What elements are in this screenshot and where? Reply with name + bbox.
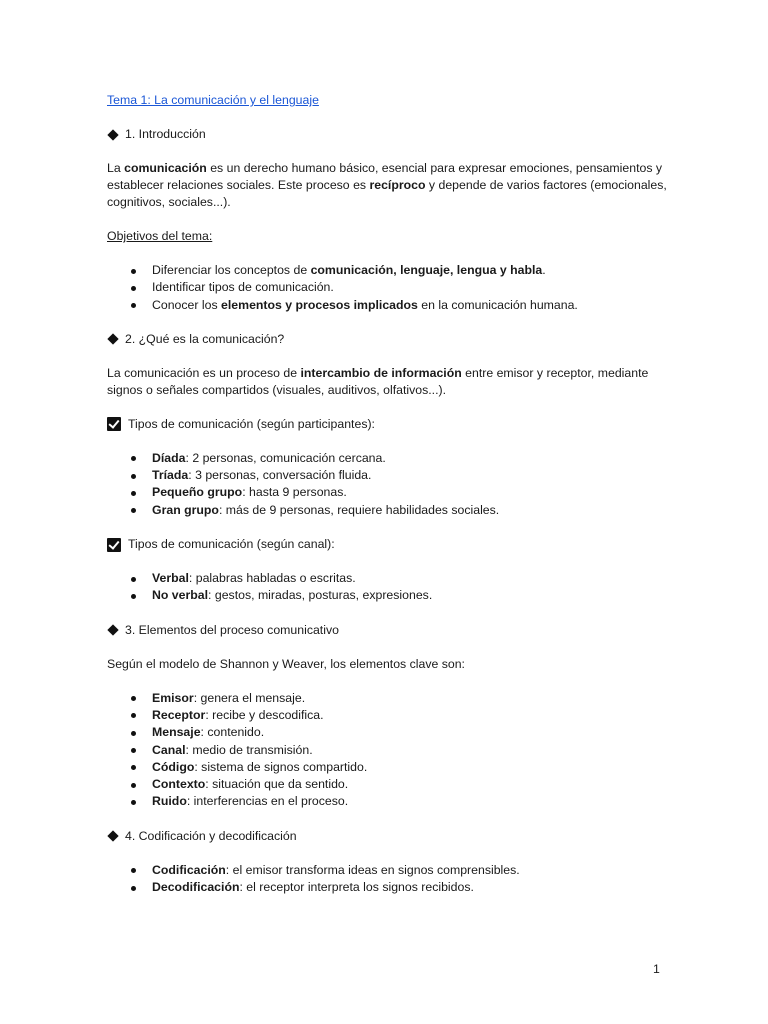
section-2-heading xyxy=(107,331,667,348)
term: Gran grupo xyxy=(152,502,219,517)
description: : el emisor transforma ideas en signos comprensibles. xyxy=(225,862,520,877)
list-item xyxy=(152,502,667,519)
list-item xyxy=(152,742,667,759)
list-item xyxy=(152,262,667,279)
section-3-title: 3. Elementos del proceso comunicativo xyxy=(125,622,339,637)
list-item xyxy=(152,484,667,501)
term: Verbal xyxy=(152,571,189,586)
list-item xyxy=(152,690,667,707)
page-number: 1 xyxy=(653,962,660,976)
list-item xyxy=(152,862,667,879)
diamond-icon xyxy=(107,129,118,140)
description: : recibe y descodifica. xyxy=(205,707,324,722)
channel-types-title: Tipos de comunicación (según canal): xyxy=(128,537,335,552)
list-item xyxy=(152,879,667,896)
document-title-link[interactable]: Tema 1: La comunicación y el lenguaje xyxy=(107,93,319,107)
intro-paragraph xyxy=(107,160,667,211)
bold-run: recíproco xyxy=(369,178,426,192)
text-run: en la comunicación humana. xyxy=(417,297,578,312)
participants-types-heading xyxy=(107,416,667,433)
list-item xyxy=(152,776,667,793)
section-1-title: 1. Introducción xyxy=(125,127,206,141)
diamond-icon xyxy=(107,625,118,636)
term: Receptor xyxy=(152,707,206,722)
list-item xyxy=(152,297,667,314)
text-run: es un derecho humano básico, esencial para expresar emociones, pensamientos y establecer relaciones sociales. Este proceso es xyxy=(107,161,663,192)
list-item xyxy=(152,724,667,741)
description: : más de 9 personas, requiere habilidades sociales. xyxy=(218,502,500,517)
text-run: La xyxy=(107,161,125,175)
term: Codificación xyxy=(152,862,226,877)
list-item: Identificar tipos de comunicación. xyxy=(152,279,667,296)
description: : palabras habladas o escritas. xyxy=(188,571,356,586)
bold-run: intercambio de información xyxy=(300,365,462,380)
text-run: y depende de varios factores (emocionales, cognitivos, sociales...). xyxy=(107,178,667,209)
list-item xyxy=(152,759,667,776)
term: Ruido xyxy=(152,794,187,809)
term: Tríada xyxy=(152,468,189,483)
check-box-icon xyxy=(107,417,121,431)
section-4-heading xyxy=(107,828,667,845)
description: : genera el mensaje. xyxy=(193,690,306,705)
description: : medio de transmisión. xyxy=(185,742,313,757)
description: : 2 personas, comunicación cercana. xyxy=(185,450,386,465)
channel-types-heading xyxy=(107,536,667,553)
channel-types-list xyxy=(107,570,667,605)
bold-run: elementos y procesos implicados xyxy=(221,297,418,312)
term: Emisor xyxy=(152,690,194,705)
description: : gestos, miradas, posturas, expresiones. xyxy=(208,588,433,603)
elements-list xyxy=(107,690,667,811)
description: : sistema de signos compartido. xyxy=(194,759,368,774)
list-item xyxy=(152,467,667,484)
description: : contenido. xyxy=(200,725,265,740)
description: : hasta 9 personas. xyxy=(242,485,347,500)
text-run: entre emisor y receptor, mediante signos o señales compartidos (visuales, auditivos, olfativos...). xyxy=(107,365,649,397)
description: : el receptor interpreta los signos recibidos. xyxy=(239,880,474,895)
participants-types-list xyxy=(107,450,667,519)
section-3-heading xyxy=(107,622,667,639)
text-run: Diferenciar los conceptos de xyxy=(152,263,311,277)
text-run: Conocer los xyxy=(152,297,222,312)
objectives-label: Objetivos del tema: xyxy=(107,229,213,243)
term: No verbal xyxy=(152,588,209,603)
bold-run: comunicación, lenguaje, lengua y habla xyxy=(310,263,543,277)
diamond-icon xyxy=(107,831,118,842)
term: Mensaje xyxy=(152,725,201,740)
bold-run: comunicación xyxy=(124,161,207,175)
elements-intro: Según el modelo de Shannon y Weaver, los elementos clave son: xyxy=(107,656,465,671)
term: Pequeño grupo xyxy=(152,485,243,500)
check-box-icon xyxy=(107,538,121,552)
term: Decodificación xyxy=(152,880,240,895)
list-item xyxy=(152,450,667,467)
section-4-title: 4. Codificación y decodificación xyxy=(125,828,297,843)
list-item xyxy=(152,707,667,724)
term: Canal xyxy=(152,742,186,757)
section-2-title: 2. ¿Qué es la comunicación? xyxy=(125,331,285,346)
list-item xyxy=(152,587,667,604)
text-run: . xyxy=(542,263,546,277)
term: Código xyxy=(152,759,195,774)
list-item xyxy=(152,793,667,810)
description: : interferencias en el proceso. xyxy=(186,794,349,809)
diamond-icon xyxy=(107,334,118,345)
section-1-heading xyxy=(107,126,667,143)
description: : 3 personas, conversación fluida. xyxy=(188,468,372,483)
coding-list xyxy=(107,862,667,897)
document-page xyxy=(107,92,667,913)
participants-types-title: Tipos de comunicación (según participantes): xyxy=(128,416,375,431)
description: : situación que da sentido. xyxy=(205,777,349,792)
list-item xyxy=(152,570,667,587)
objectives-list xyxy=(107,262,667,314)
definition-paragraph xyxy=(107,365,667,399)
text-run: La comunicación es un proceso de xyxy=(107,365,301,380)
term: Díada xyxy=(152,450,186,465)
term: Contexto xyxy=(152,777,206,792)
